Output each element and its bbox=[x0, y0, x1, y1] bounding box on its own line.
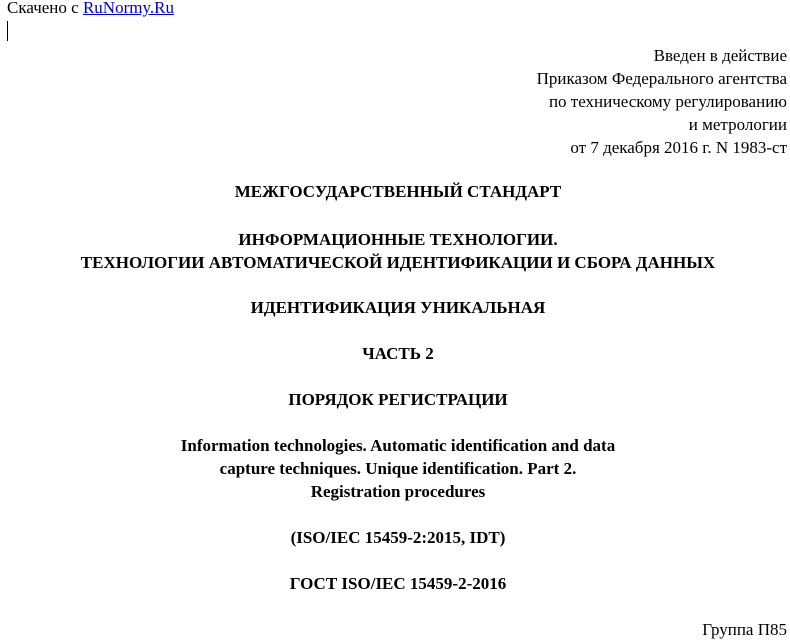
source-link[interactable]: RuNormy.Ru bbox=[82, 0, 174, 17]
iso-reference: (ISO/IEC 15459-2:2015, IDT) bbox=[290, 528, 506, 547]
standard-type: МЕЖГОСУДАРСТВЕННЫЙ СТАНДАРТ bbox=[234, 182, 562, 201]
english-title-line: capture techniques. Unique identification. Part 2. bbox=[219, 459, 577, 478]
source-prefix: Скачено с bbox=[7, 0, 83, 17]
title-line: ТЕХНОЛОГИИ АВТОМАТИЧЕСКОЙ ИДЕНТИФИКАЦИИ И СБОРА ДАННЫХ bbox=[80, 253, 716, 272]
enactment-line: Введен в действие bbox=[653, 46, 787, 65]
english-title-line: Information technologies. Automatic identification and data bbox=[180, 436, 616, 455]
english-title-line: Registration procedures bbox=[310, 482, 486, 501]
document-title bbox=[0, 228, 790, 274]
part-number: ЧАСТЬ 2 bbox=[362, 344, 434, 363]
enactment-line: от 7 декабря 2016 г. N 1983-ст bbox=[570, 138, 787, 157]
gost-designation: ГОСТ ISO/IEC 15459-2-2016 bbox=[289, 574, 507, 593]
text-cursor bbox=[7, 21, 8, 41]
enactment-line: и метрологии bbox=[688, 115, 787, 134]
classification-group: Группа П85 bbox=[702, 620, 787, 639]
part-title: ПОРЯДОК РЕГИСТРАЦИИ bbox=[288, 390, 508, 409]
english-title bbox=[0, 434, 790, 503]
enactment-line: по техническому регулированию bbox=[548, 92, 787, 111]
title-line: ИНФОРМАЦИОННЫЕ ТЕХНОЛОГИИ. bbox=[238, 230, 558, 249]
source-line bbox=[7, 0, 174, 18]
enactment-line: Приказом Федерального агентства bbox=[536, 69, 787, 88]
enactment-block bbox=[537, 44, 787, 159]
document-subtitle: ИДЕНТИФИКАЦИЯ УНИКАЛЬНАЯ bbox=[250, 298, 546, 317]
